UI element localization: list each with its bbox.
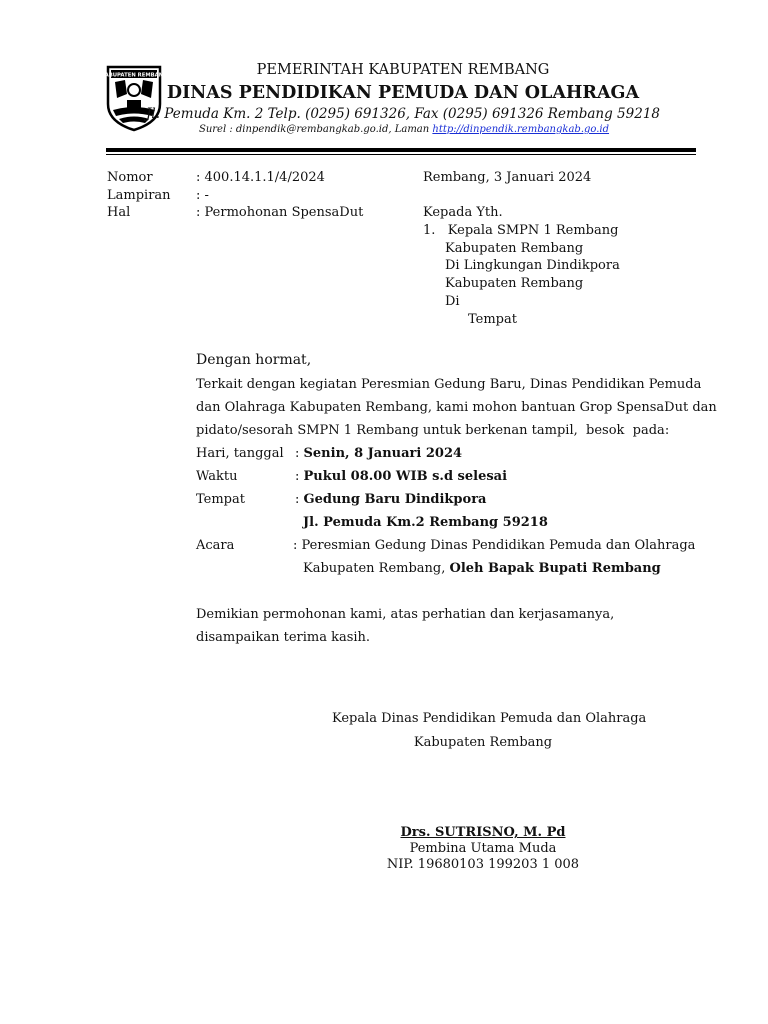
recipient-line4: Kabupaten Rembang <box>445 276 584 291</box>
hari-value-row: : Senin, 8 Januari 2024 <box>295 446 463 461</box>
recipient-line1: 1. Kepala SMPN 1 Rembang <box>423 223 619 238</box>
signatory-name: Drs. SUTRISNO, M. Pd <box>400 825 566 840</box>
acara-value2-plain: Kabupaten Rembang, <box>303 561 450 576</box>
header-rule-thick <box>106 148 696 152</box>
hal-value: : Permohonan SpensaDut <box>196 205 364 220</box>
recipient-line6: Tempat <box>468 312 517 327</box>
salutation: Dengan hormat, <box>196 352 312 368</box>
tempat-value2: Jl. Pemuda Km.2 Rembang 59218 <box>303 515 548 530</box>
place-date: Rembang, 3 Januari 2024 <box>423 170 592 185</box>
waktu-value-row: : Pukul 08.00 WIB s.d selesai <box>295 469 508 484</box>
hal-label: Hal <box>107 205 131 220</box>
paragraph-line2: dan Olahraga Kabupaten Rembang, kami mohon bantuan Grop SpensaDut dan <box>196 400 717 415</box>
contact-email: Surel : dinpendik@rembangkab.go.id, Laman <box>198 124 433 135</box>
hari-label: Hari, tanggal <box>196 446 284 461</box>
tempat-value1: Gedung Baru Dindikpora <box>303 492 487 507</box>
tempat-value2-row <box>303 515 548 530</box>
office-address: Jl. Pemuda Km. 2 Telp. (0295) 691326, Fax (0295) 691326 Rembang 59218 <box>145 106 661 122</box>
lampiran-label: Lampiran <box>107 188 171 203</box>
paragraph-line3: pidato/sesorah SMPN 1 Rembang untuk berkenan tampil, besok pada: <box>196 423 670 438</box>
signature-title-line1: Kepala Dinas Pendidikan Pemuda dan Olahraga <box>332 711 647 726</box>
nomor-value: : 400.14.1.1/4/2024 <box>196 170 325 185</box>
recipient-greeting: Kepada Yth. <box>423 205 503 220</box>
closing-line1: Demikian permohonan kami, atas perhatian dan kerjasamanya, <box>196 607 615 622</box>
signatory-nip: NIP. 19680103 199203 1 008 <box>386 857 580 872</box>
office-contact <box>0 124 768 135</box>
signature-title-line2: Kabupaten Rembang <box>413 735 553 750</box>
recipient-line3: Di Lingkungan Dindikpora <box>445 258 620 273</box>
acara-label: Acara <box>196 538 235 553</box>
logo-text: KABUPATEN REMBANG <box>100 72 168 79</box>
acara-value1: : Peresmian Gedung Dinas Pendidikan Pemuda dan Olahraga <box>293 538 696 553</box>
government-heading: PEMERINTAH KABUPATEN REMBANG <box>256 62 550 78</box>
tempat-label: Tempat <box>196 492 245 507</box>
paragraph-line1: Terkait dengan kegiatan Peresmian Gedung Baru, Dinas Pendidikan Pemuda <box>196 377 702 392</box>
recipient-line2: Kabupaten Rembang <box>445 241 584 256</box>
website-link[interactable]: http://dinpendik.rembangkab.go.id <box>432 124 610 135</box>
signatory-rank: Pembina Utama Muda <box>409 841 557 856</box>
nomor-label: Nomor <box>107 170 153 185</box>
acara-value2-bold: Oleh Bapak Bupati Rembang <box>449 561 661 576</box>
closing-line2: disampaikan terima kasih. <box>196 630 371 645</box>
acara-value2-row <box>303 561 661 576</box>
tempat-value-row: : Gedung Baru Dindikpora <box>295 492 487 507</box>
lampiran-value: : - <box>196 188 209 203</box>
office-heading: DINAS PENDIDIKAN PEMUDA DAN OLAHRAGA <box>166 83 640 103</box>
hari-value: Senin, 8 Januari 2024 <box>303 446 463 461</box>
header-rule-thin <box>106 154 696 155</box>
waktu-value: Pukul 08.00 WIB s.d selesai <box>303 469 508 484</box>
waktu-label: Waktu <box>196 469 238 484</box>
recipient-line5: Di <box>445 294 460 309</box>
